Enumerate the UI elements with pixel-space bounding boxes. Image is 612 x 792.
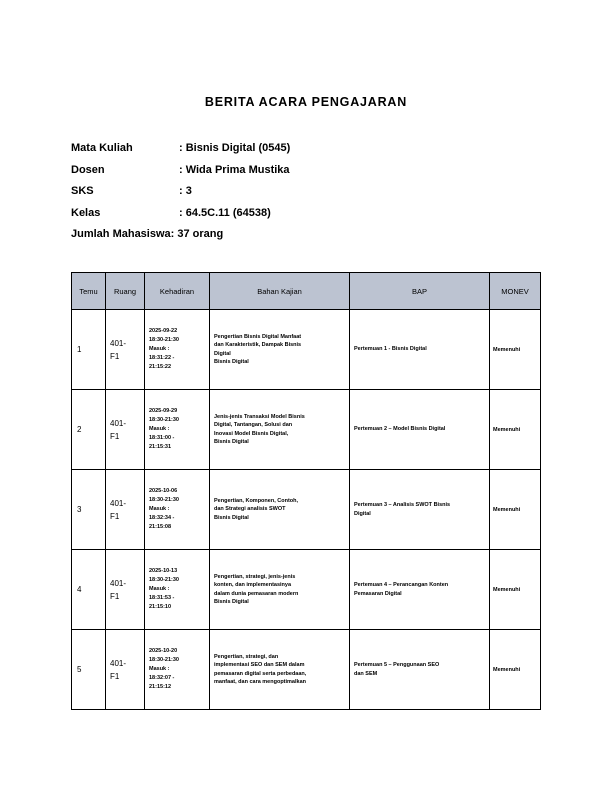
mata-kuliah-label: Mata Kuliah [71, 142, 133, 154]
header-ruang: Ruang [106, 273, 145, 310]
kelas-label: Kelas [71, 206, 101, 219]
table-row [72, 470, 541, 550]
cell-kehadiran-line: 18:30-21:30 [149, 577, 179, 583]
cell-bahan-kajian-line: pemasaran digital serta perbedaan, [214, 670, 307, 677]
header-kehadiran: Kehadiran [145, 273, 210, 310]
cell-ruang [106, 630, 145, 710]
header-monev: MONEV [490, 273, 541, 310]
cell-bap-line: Pertemuan 4 – Perancangan Konten [354, 582, 449, 588]
cell-monev: Memenuhi [490, 470, 541, 550]
cell-bap-line: Digital [354, 510, 371, 517]
table-row [72, 550, 541, 630]
cell-ruang [106, 390, 145, 470]
attendance-table [71, 272, 541, 710]
cell-kehadiran [145, 630, 210, 710]
cell-bahan-kajian-line: Bisnis Digital [214, 359, 249, 365]
cell-temu: 2 [72, 390, 106, 470]
cell-monev: Memenuhi [490, 310, 541, 390]
sks-label: SKS [71, 185, 94, 197]
cell-kehadiran-line: 18:30-21:30 [149, 417, 179, 423]
cell-bap-line: Pertemuan 3 – Analisis SWOT Bisnis [354, 502, 451, 508]
mata-kuliah-value: : Bisnis Digital (0545) [179, 142, 291, 154]
cell-bahan-kajian [210, 310, 350, 390]
table-row [72, 630, 541, 710]
cell-ruang-line: 401- [110, 418, 127, 428]
cell-bap-line: Pertemuan 1 - Bisnis Digital [354, 346, 427, 353]
cell-kehadiran-line: 21:15:10 [149, 604, 172, 610]
cell-ruang [106, 310, 145, 390]
cell-bahan-kajian-line: manfaat, dan cara mengoptimalkan [214, 679, 306, 685]
cell-kehadiran-line: Masuk : [149, 666, 170, 672]
cell-kehadiran [145, 310, 210, 390]
cell-kehadiran-line: 18:30-21:30 [149, 497, 179, 503]
cell-bap-line: Pertemuan 2 – Model Bisnis Digital [354, 426, 446, 433]
cell-ruang-line: 401- [110, 498, 127, 508]
cell-bahan-kajian-line: Pengertian Bisnis Digital Manfaat [214, 333, 302, 340]
cell-bahan-kajian-line: konten, dan implementasinya [214, 582, 292, 588]
cell-bap-line: Pertemuan 5 – Penggunaan SEO [354, 662, 440, 668]
cell-bahan-kajian-line: Bisnis Digital [214, 439, 249, 445]
cell-ruang-line: F1 [110, 591, 120, 601]
cell-monev: Memenuhi [490, 630, 541, 710]
cell-ruang-line: 401- [110, 658, 127, 668]
cell-bahan-kajian-line: Inovasi Model Bisnis Digital, [214, 430, 289, 437]
table-row [72, 310, 541, 390]
cell-ruang-line: F1 [110, 671, 120, 681]
cell-kehadiran-line: 18:32:34 - [149, 515, 175, 521]
cell-kehadiran-line: Masuk : [149, 346, 170, 352]
cell-kehadiran-line: 2025-10-20 [149, 648, 178, 654]
cell-kehadiran-line: 18:30-21:30 [149, 337, 179, 343]
cell-bap [350, 470, 490, 550]
cell-kehadiran-line: 18:31:22 - [149, 355, 175, 361]
cell-kehadiran-line: 18:32:07 - [149, 675, 175, 681]
cell-bap-line: dan SEM [354, 670, 378, 677]
cell-bahan-kajian-line: implementasi SEO dan SEM dalam [214, 662, 305, 668]
cell-kehadiran-line: Masuk : [149, 506, 170, 512]
cell-bahan-kajian-line: Digital, Tantangan, Solusi dan [214, 422, 293, 428]
cell-monev: Memenuhi [490, 390, 541, 470]
cell-ruang-line: F1 [110, 511, 120, 521]
cell-bahan-kajian-line: Pengertian, strategi, jenis-jenis [214, 573, 296, 580]
sks-value: : 3 [179, 185, 192, 197]
cell-bap [350, 550, 490, 630]
cell-kehadiran-line: 2025-10-13 [149, 568, 178, 574]
cell-bahan-kajian [210, 630, 350, 710]
header-temu: Temu [72, 273, 106, 310]
cell-ruang-line: 401- [110, 338, 127, 348]
cell-monev: Memenuhi [490, 550, 541, 630]
cell-temu: 5 [72, 630, 106, 710]
jumlah-mahasiswa: Jumlah Mahasiswa: 37 orang [71, 228, 224, 240]
cell-kehadiran-line: 21:15:22 [149, 364, 172, 370]
cell-temu: 4 [72, 550, 106, 630]
cell-bahan-kajian-line: Pengertian, strategi, dan [214, 653, 279, 660]
header-bap: BAP [350, 273, 490, 310]
cell-ruang-line: F1 [110, 351, 120, 361]
cell-kehadiran [145, 390, 210, 470]
cell-ruang-line: F1 [110, 431, 120, 441]
header-bahan-kajian: Bahan Kajian [210, 273, 350, 310]
cell-bahan-kajian-line: dalam dunia pemasaran modern [214, 590, 299, 597]
cell-bap-line: Pemasaran Digital [354, 590, 402, 597]
table-header-row [72, 273, 541, 310]
cell-temu: 1 [72, 310, 106, 390]
cell-kehadiran-line: 18:31:00 - [149, 435, 175, 441]
cell-bap [350, 310, 490, 390]
cell-kehadiran [145, 470, 210, 550]
table-body [72, 310, 541, 710]
cell-bahan-kajian-line: Pengertian, Komponen, Contoh, [214, 497, 299, 504]
table-row [72, 390, 541, 470]
cell-ruang-line: 401- [110, 578, 127, 588]
cell-temu: 3 [72, 470, 106, 550]
cell-kehadiran-line: 18:31:53 - [149, 595, 175, 601]
cell-kehadiran-line: Masuk : [149, 586, 170, 592]
cell-kehadiran [145, 550, 210, 630]
cell-kehadiran-line: 2025-09-29 [149, 408, 178, 414]
document-title: BERITA ACARA PENGAJARAN [204, 95, 408, 109]
cell-ruang [106, 470, 145, 550]
cell-kehadiran-line: 18:30-21:30 [149, 657, 179, 663]
cell-bap [350, 390, 490, 470]
cell-bahan-kajian-line: dan Karakteristik, Dampak Bisnis [214, 342, 302, 348]
cell-bahan-kajian-line: Bisnis Digital [214, 599, 249, 605]
cell-bap [350, 630, 490, 710]
cell-ruang [106, 550, 145, 630]
cell-bahan-kajian-line: Jenis-jenis Transaksi Model Bisnis [214, 413, 305, 420]
dosen-label: Dosen [71, 163, 105, 176]
dosen-value: : Wida Prima Mustika [179, 163, 290, 176]
cell-bahan-kajian [210, 390, 350, 470]
cell-kehadiran-line: Masuk : [149, 426, 170, 432]
cell-kehadiran-line: 21:15:12 [149, 684, 172, 690]
cell-kehadiran-line: 2025-09-22 [149, 328, 178, 334]
cell-bahan-kajian-line: Digital [214, 350, 231, 357]
cell-bahan-kajian-line: dan Strategi analisis SWOT [214, 506, 286, 513]
cell-bahan-kajian [210, 470, 350, 550]
cell-kehadiran-line: 2025-10-06 [149, 488, 178, 494]
cell-bahan-kajian [210, 550, 350, 630]
cell-kehadiran-line: 21:15:08 [149, 524, 172, 530]
cell-kehadiran-line: 21:15:31 [149, 444, 172, 450]
cell-bahan-kajian-line: Bisnis Digital [214, 514, 249, 521]
kelas-value: : 64.5C.11 (64538) [179, 206, 271, 219]
